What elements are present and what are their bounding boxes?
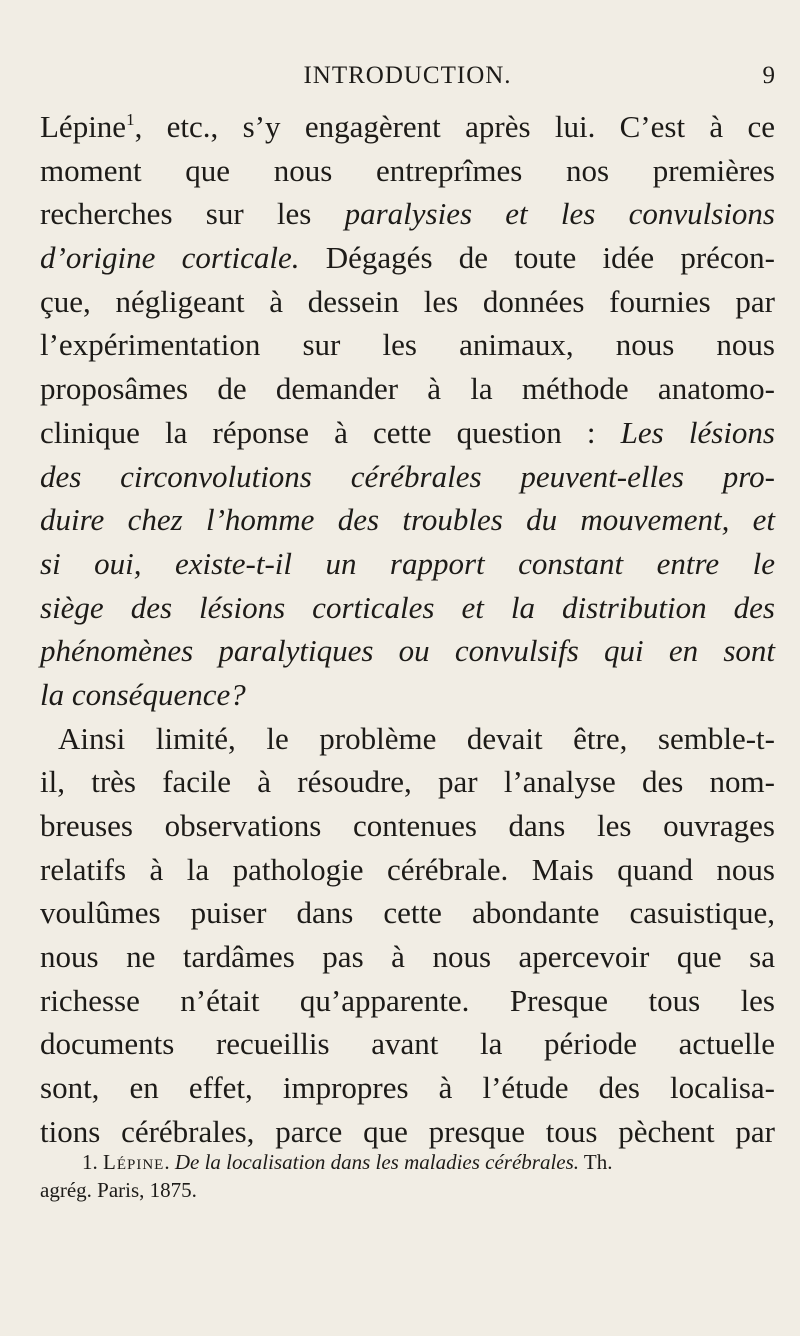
text-fragment: Th. bbox=[579, 1150, 613, 1174]
running-title: INTRODUCTION. bbox=[303, 62, 512, 89]
text-line: proposâmes de demander à la méthode anatomo- bbox=[40, 371, 775, 407]
text-fragment: clinique la réponse à cette question : bbox=[40, 414, 621, 450]
italic-fragment: Les lésions bbox=[620, 414, 775, 450]
footnote-number: 1. bbox=[82, 1150, 103, 1174]
text-line: sont, en effet, impropres à l’étude des localisa- bbox=[40, 1070, 775, 1106]
footnote-line: agrég. Paris, 1875. bbox=[40, 1178, 197, 1202]
text-line bbox=[40, 673, 775, 717]
text-line bbox=[40, 192, 775, 236]
italic-fragment: siège des lésions corticales et la distribution des bbox=[40, 589, 775, 625]
footnote-title: De la localisation dans les maladies cérébrales. bbox=[174, 1150, 580, 1174]
text-line: moment que nous entreprîmes nos premières bbox=[40, 152, 775, 188]
text-line bbox=[40, 586, 775, 630]
italic-fragment: paralysies et les convulsions bbox=[344, 196, 775, 232]
text-line: richesse n’était qu’apparente. Presque tous les bbox=[40, 982, 775, 1018]
footnote-author: Lépine bbox=[103, 1150, 165, 1174]
text-fragment: , etc., s’y engagèrent après lui. C’est à ce bbox=[134, 109, 775, 144]
text-line: il, très facile à résoudre, par l’analyse des nom- bbox=[40, 764, 775, 800]
text-line: nous ne tardâmes pas à nous apercevoir que sa bbox=[40, 939, 775, 975]
text-line bbox=[40, 542, 775, 586]
text-line: voulûmes puiser dans cette abondante casuistique, bbox=[40, 895, 775, 931]
text-line: çue, négligeant à dessein les données fournies par bbox=[40, 283, 775, 319]
italic-fragment: si oui, existe-t-il un rapport constant entre le bbox=[40, 545, 775, 581]
page-number: 9 bbox=[762, 62, 775, 89]
body-paragraphs bbox=[40, 105, 775, 1154]
text-fragment: Lépine bbox=[40, 109, 127, 144]
text-line bbox=[40, 498, 775, 542]
text-line bbox=[40, 455, 775, 499]
italic-fragment: des circonvolutions cérébrales peuvent-elles pro- bbox=[40, 458, 775, 494]
footnote bbox=[40, 1148, 775, 1204]
italic-fragment: phénomènes paralytiques ou convulsifs qui en sont bbox=[40, 633, 775, 669]
footnote-line bbox=[40, 1148, 775, 1176]
text-fragment: recherches sur les bbox=[40, 196, 345, 232]
italic-fragment: d’origine corticale. bbox=[40, 240, 300, 276]
text-line bbox=[40, 629, 775, 673]
text-line: Ainsi limité, le problème devait être, semble-t- bbox=[58, 720, 775, 756]
text-line bbox=[40, 105, 775, 149]
text-fragment: . bbox=[164, 1150, 175, 1174]
text-line bbox=[40, 411, 775, 455]
page-header bbox=[40, 62, 775, 92]
italic-fragment: duire chez l’homme des troubles du mouvement, et bbox=[40, 502, 775, 538]
footnote-marker: 1 bbox=[126, 110, 135, 129]
text-line: tions cérébrales, parce que presque tous pèchent par bbox=[40, 1113, 775, 1149]
text-line bbox=[40, 236, 775, 280]
text-fragment: Dégagés de toute idée précon- bbox=[299, 240, 775, 276]
italic-fragment: la conséquence? bbox=[40, 676, 246, 712]
text-line: documents recueillis avant la période actuelle bbox=[40, 1026, 775, 1062]
text-line: breuses observations contenues dans les ouvrages bbox=[40, 808, 775, 843]
text-line: l’expérimentation sur les animaux, nous nous bbox=[40, 327, 775, 363]
text-line: relatifs à la pathologie cérébrale. Mais quand nous bbox=[40, 851, 775, 887]
